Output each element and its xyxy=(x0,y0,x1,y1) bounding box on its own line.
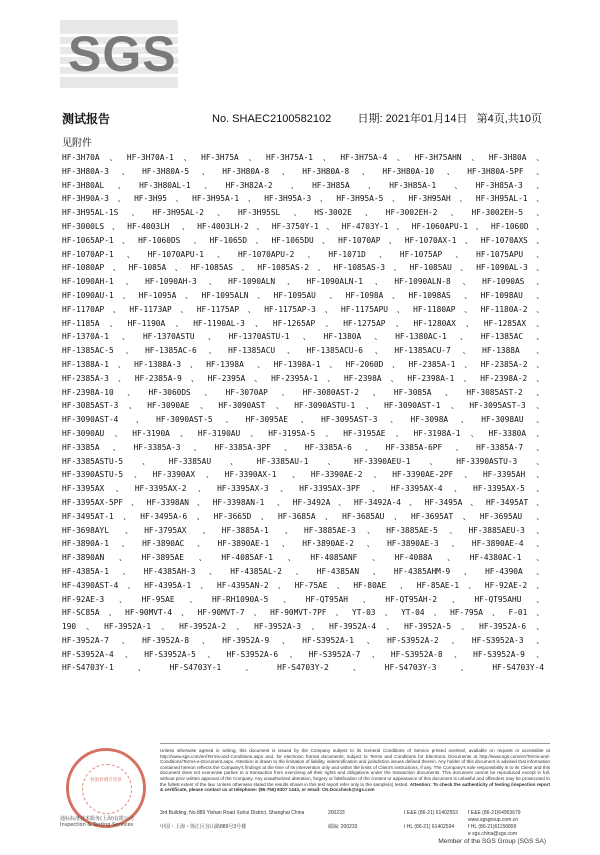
section-label: 见附件 xyxy=(62,138,92,149)
model-line: HF-3090AST-4 、HF-3090AST-5、HF-3095AE、HF-3095AST-3、HF-3098A、HF-3098AU、 xyxy=(62,415,544,425)
model-line: HF-1185A、HF-1190A、HF-1190AL-3、HF-1265AP、HF-1275AP、HF-1280AX、HF-1285AX、 xyxy=(62,318,544,328)
footer-divider xyxy=(160,743,550,744)
tel-ee: t E&E (86-21) 61402553 xyxy=(404,810,458,816)
legal-disclaimer xyxy=(160,748,550,793)
authenticity-note: Attention: To check the authenticity of testing /inspection report & certificate, please contact us at telephone: (86-755) 8307 1443, or email: CN.Doccheck@sgs.com xyxy=(160,781,550,793)
website: www.sgsgroup.com.cn xyxy=(468,817,519,823)
model-line: HF-1370A-1、HF-1370ASTU、HF-1370ASTU-1、HF-1380A、HF-1380AC-1、HF-1385AC、 xyxy=(62,332,544,342)
model-line: HF-1385AC-5、HF-1385AC-6、HF-1385ACU、HF-1385ACU-6、HF-1385ACU-7、HF-1388A 、 xyxy=(62,346,544,356)
report-date: 日期: 2021年01月14日 xyxy=(357,113,468,125)
model-line: HF-1090AU-1、HF-1095A、HF-1095ALN、HF-1095AU 、HF-1098A、HF-1098AS 、HF-1098AU 、 xyxy=(62,290,544,300)
address-cn: 中国・上海・徐汇区宜山路889号3号楼 xyxy=(160,824,247,830)
model-line: HF-1080AP、HF-1085A、HF-1085AS、HF-1085AS-2、HF-1085AS-3、HF-1085AU、HF-1090AL-3、 xyxy=(62,263,544,273)
model-line: HF-3085AST-3、HF-3090AE、HF-3090AST、HF-3090ASTU-1、HF-3090AST-1、HF-3095AST-3、 xyxy=(62,401,544,411)
model-line: HF-S4703Y-1、HF-S4703Y-1、HF-S4703Y-2、HF-S4703Y-3、HF-S4703Y-4 xyxy=(62,663,544,673)
report-header xyxy=(62,111,542,127)
page-number: 第4页,共10页 xyxy=(476,113,542,125)
model-line: HF-S3952A-4、HF-S3952A-5、HF-S3952A-6、HF-S3952A-7、HF-S3952A-8、HF-S3952A-9、 xyxy=(62,649,544,659)
model-line: HF-1170AP、HF-1173AP、HF-1175AP、HF-1175AP-3、HF-1175APU、HF-1180AP、HF-1180A-2、 xyxy=(62,304,544,314)
model-line: HF-3952A-7、HF-3952A-8、HF-3952A-9、HF-S3952A-1、HF-S3952A-2、HF-S3952A-3、 xyxy=(62,635,544,645)
model-line: HF-3395AX-5PF、HF-3398AN、HF-3398AN-1 、HF-3492A、HF-3492A-4、HF-3495A、HF-3495AT、 xyxy=(62,497,544,507)
model-line: HF-4385A-1、HF-4385AH-3、HF-4385AL-2、HF-4385AN、HF-4385AHM-9、HF-4390A、 xyxy=(62,566,544,576)
model-line: HF-1070AP-1、HF-1070APU-1、HF-1070APU-2、HF-1071D、HF-1075AP、HF-1075APU、 xyxy=(62,249,544,259)
address-row-en xyxy=(160,810,550,817)
zip-en: 200233 xyxy=(328,810,345,816)
model-line: HF-4390AST-4、HF-4395A-1、HF-4395AN-2、HF-75AE、HF-80AE 、HF-85AE-1、HF-92AE-2、 xyxy=(62,580,544,590)
model-line: HF-3H90A-3、HF-3H95、HF-3H95A-1、HF-3H95A-3、HF-3H95A-5、HF-3H95AH、HF-3H95AL-1、 xyxy=(62,194,544,204)
model-line: HF-3698AYL 、HF-3795AX 、HF-3885A-1 、HF-3885AE-3、HF-3885AE-5、HF-3885AEU-3、 xyxy=(62,525,544,535)
email: e sgs.china@sgs.com xyxy=(468,831,517,837)
model-line: HF-3H95AL-1S、HF-3H95AL-2、HF-3H95SL、HS-3002E、HF-3002EH-2、HF-3002EH-5、 xyxy=(62,208,544,218)
model-line: HF-3H80AL、HF-3H80AL-1、HF-3H82A-2 、HF-3H85A 、HF-3H85A-1 、HF-3H85A-3、 xyxy=(62,180,544,190)
model-line: HF-3395AX、HF-3395AX-2、HF-3395AX-3、HF-3395AX-3PF、HF-3395AX-4、HF-3395AX-5、 xyxy=(62,484,544,494)
address-block xyxy=(160,810,550,838)
report-title: 测试报告 xyxy=(62,112,111,126)
web-row xyxy=(160,817,550,824)
logo-text: SGS xyxy=(68,26,177,82)
model-line: HF-3890A-1、HF-3890AC、HF-3890AE-1、HF-3890AE-2、HF-3890AE-3、HF-3890AE-4、 xyxy=(62,539,544,549)
fax-hl: f HL (86-21)61156899 xyxy=(468,824,517,830)
disclaimer-text: Unless otherwise agreed in writing, this document is issued by the Company subject to its General Conditions of Service printed overleaf, available on request or accessible at http://www.sgs.com/en/Terms-and-Conditions.aspx and, for electronic format documents, subject to Terms and Conditions for Electronic Documents at http://www.sgs.com/en/Terms-and-Conditions/Terms-e-Document.aspx. Attention is drawn to the limitation of liability, indemnification and jurisdiction issues defined therein. Any holder of this document is advised that information contained hereon reflects the Company's findings at the time of its intervention only and within the limits of Client's instructions, if any. The Company's sole responsibility is to its Client and this document does not exonerate parties to a transaction from exercising all their rights and obligations under the transaction documents. This document cannot be reproduced except in full, without prior written approval of the Company. Any unauthorized alteration, forgery or falsification of the content or appearance of this document is unlawful and offenders may be prosecuted to the fullest extent of the law. Unless otherwise stated the results shown in this test report refer only to the sample(s) tested. xyxy=(160,748,550,787)
model-line: HF-SC85A、HF-90MVT-4、HF-90MVT-7、HF-90MVT-7PF、YT-03、YT-04、HF-795A、F-01、 xyxy=(62,608,544,618)
model-line: HF-2398A-10、HF-3060DS、HF-3070AP、HF-3080AST-2、HF-3085A、HF-3085AST-2、 xyxy=(62,387,544,397)
zip-cn: 邮编: 200233 xyxy=(328,824,358,830)
model-line: HF-1065AP-1、HF-1060DS 、HF-1065D、HF-1065DU、HF-1070AP、HF-1070AX-1、HF-1070AXS、 xyxy=(62,235,544,245)
model-line: HF-1388A-1、HF-1388A-3、HF-1398A 、HF-1398A-1、HF-2060D、HF-2385A-1、HF-2385A-2、 xyxy=(62,359,544,369)
seal-inner-ring xyxy=(82,764,132,814)
model-line: HF-2385A-3、HF-2385A-9、HF-2395A、HF-2395A-1、HF-2398A、HF-2398A-1、HF-2398A-2、 xyxy=(62,373,544,383)
date-and-page xyxy=(351,111,542,127)
model-line: HF-92AE-3、HF-95AE、HF-RH1090A-5、HF-QT95AH、HF-QT95AH-2、HF-QT95AHU、 xyxy=(62,594,544,604)
company-name-cn: 通标标准技术服务(上海)有限公司 xyxy=(60,816,134,822)
model-line: HF-3890AN、HF-3895AE、HF-4085AF-1、HF-4085ANF、HF-4088A、HF-4380AC-1、 xyxy=(62,553,544,563)
model-line: HF-3000LS、HF-4003LH 、HF-4003LH-2、HF-3750Y-1、HF-4703Y-1、HF-1060APU-1、HF-1060D、 xyxy=(62,221,544,231)
model-line: HF-3H80A-3、HF-3H80A-5、HF-3H80A-8、HF-3H80A-8、HF-3H80A-10、HF-3H80A-5PF、 xyxy=(62,166,544,176)
model-line: HF-1090AH-1、HF-1090AH-3、HF-1090ALN、HF-1090ALN-1、HF-1090ALN-8、HF-1090AS、 xyxy=(62,277,544,287)
sgs-member-line: Member of the SGS Group (SGS SA) xyxy=(438,838,546,845)
email-row xyxy=(160,831,550,838)
model-line: HF-3H70A、HF-3H70A-1、HF-3H75A、HF-3H75A-1、HF-3H75A-4、HF-3H75AHN、HF-3H80A、 xyxy=(62,153,544,162)
address-en: 3rd Building, No.889 Yishan Road Xuhui District, Shanghai China xyxy=(160,810,305,816)
report-number: No. SHAEC2100582102 xyxy=(212,113,332,125)
company-name-en: Inspection & Testing Services xyxy=(60,822,134,828)
model-line: HF-3390ASTU-5、HF-3390AX、HF-3390AX-1 、HF-3390AE-2、HF-3390AE-2PF、HF-3395AH、 xyxy=(62,470,544,480)
model-line: HF-3090AU、HF-3190A、HF-3190AU、HF-3195A-5、HF-3195AE、HF-3198A-1、HF-3380A、 xyxy=(62,428,544,438)
model-line: HF-3495AT-1、HF-3495A-6、HF-3665D、HF-3685A、HF-3685AU、HF-3695AT、HF-3695AU 、 xyxy=(62,511,544,521)
model-line: HF-3385ASTU-5、HF-3385AU、HF-3385AU-1、HF-3390AEU-1、HF-3390ASTU-3、 xyxy=(62,456,544,466)
model-line: HF-3385A、HF-3385A-3、HF-3385A-3PF、HF-3385A-6、HF-3385A-6PF、HF-3385A-7、 xyxy=(62,442,544,452)
fax-ee: f E&E (86-21)64953679 xyxy=(468,810,521,816)
sgs-logo xyxy=(60,20,178,88)
tel-hl: t HL (86-21) 61402594 xyxy=(404,824,455,830)
model-line: 190、HF-3952A-1、HF-3952A-2、HF-3952A-3、HF-3952A-4、HF-3952A-5、HF-3952A-6、 xyxy=(62,622,544,632)
seal-label: 检验检测专用章 xyxy=(90,778,122,783)
address-row-cn xyxy=(160,824,550,831)
model-list xyxy=(62,151,544,675)
